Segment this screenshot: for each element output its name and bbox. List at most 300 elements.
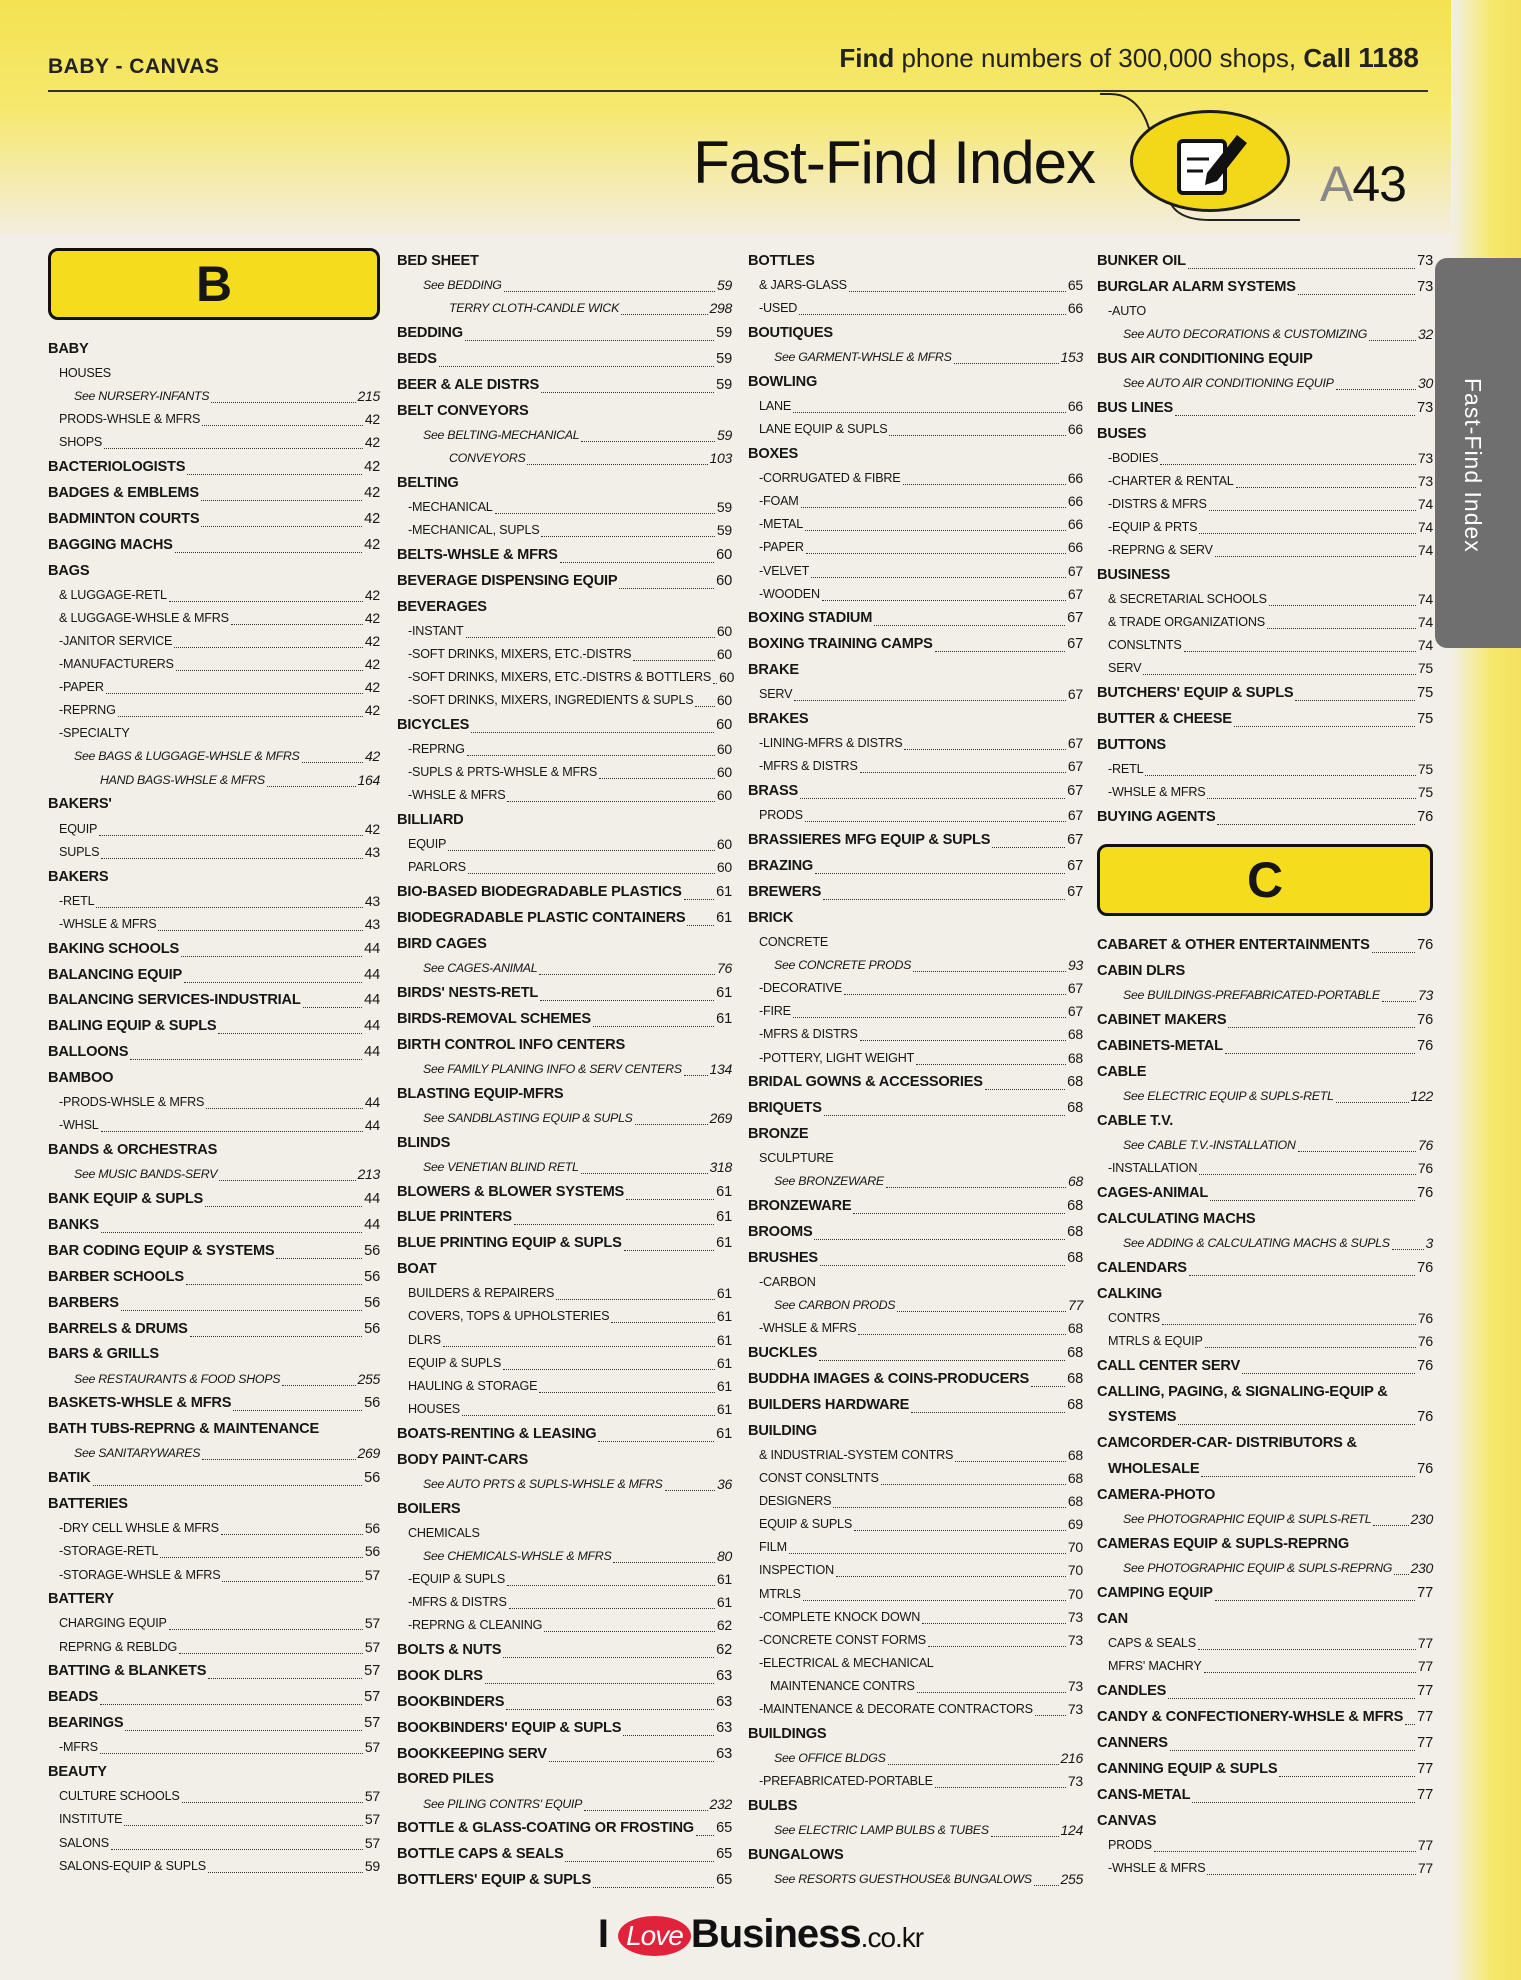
entry-label: EQUIP xyxy=(59,821,98,836)
entry-label: See BELTING-MECHANICAL xyxy=(423,427,580,442)
entry-label: -REPRNG & SERV xyxy=(1108,543,1213,558)
entry-label: BOLTS & NUTS xyxy=(397,1641,502,1658)
index-see-reference xyxy=(748,1868,1083,1891)
dot-leader xyxy=(176,670,363,671)
index-subentry xyxy=(48,1635,380,1658)
dot-leader xyxy=(509,1608,715,1609)
index-heading xyxy=(397,470,732,496)
entry-label: -MFRS & DISTRS xyxy=(408,1594,507,1609)
entry-label: -RETL xyxy=(1108,762,1144,777)
index-heading xyxy=(1097,932,1433,958)
index-heading xyxy=(48,1659,380,1685)
index-heading xyxy=(397,1841,732,1867)
dot-leader xyxy=(101,1131,363,1132)
entry-page-number: 44 xyxy=(364,1094,380,1111)
index-heading xyxy=(397,1715,732,1741)
entry-page-number: 75 xyxy=(1417,660,1433,677)
index-subentry xyxy=(748,418,1083,441)
index-see-reference xyxy=(748,1294,1083,1317)
index-heading xyxy=(48,1391,380,1417)
index-heading xyxy=(1097,958,1433,984)
index-see-reference xyxy=(748,1819,1083,1842)
index-heading xyxy=(748,248,1083,274)
index-heading xyxy=(397,1816,732,1842)
entry-label: BALLOONS xyxy=(48,1044,129,1061)
dot-leader xyxy=(503,1657,714,1658)
dot-leader xyxy=(1205,1347,1416,1348)
entry-label: BUS LINES xyxy=(1097,399,1174,416)
index-see-reference xyxy=(1097,1085,1433,1108)
dot-leader xyxy=(1267,628,1416,629)
index-heading xyxy=(397,1447,732,1473)
entry-page-number: 44 xyxy=(364,1018,380,1035)
entry-page-number: 255 xyxy=(357,1370,380,1387)
entry-page-number: 42 xyxy=(364,536,380,553)
index-heading xyxy=(48,1238,380,1264)
index-see-reference xyxy=(397,424,732,447)
dot-leader xyxy=(911,1412,1065,1413)
index-subentry xyxy=(397,1305,732,1328)
dot-leader xyxy=(849,291,1066,292)
dot-leader xyxy=(593,1026,714,1027)
index-heading xyxy=(48,962,380,988)
dot-leader xyxy=(1269,605,1416,606)
entry-page-number: 77 xyxy=(1417,1760,1433,1777)
section-letter-b: B xyxy=(48,248,380,320)
dot-leader xyxy=(1145,775,1415,776)
index-subentry xyxy=(1097,470,1433,493)
dot-leader xyxy=(527,464,707,465)
entry-page-number: 65 xyxy=(716,1872,732,1889)
entry-page-number: 69 xyxy=(1067,1516,1083,1533)
entry-page-number: 68 xyxy=(1067,1224,1083,1241)
dot-leader xyxy=(1298,1151,1416,1152)
entry-page-number: 68 xyxy=(1067,1345,1083,1362)
index-subentry xyxy=(748,1698,1083,1721)
dot-leader xyxy=(539,974,715,975)
dot-leader xyxy=(800,798,1065,799)
side-tab-fast-find-index[interactable] xyxy=(1435,258,1521,648)
entry-label: BEAUTY xyxy=(48,1764,107,1781)
entry-label: INSPECTION xyxy=(759,1563,834,1578)
entry-label: -SOFT DRINKS, MIXERS, ETC.-DISTRS & BOTTLERS xyxy=(408,669,712,684)
entry-label: CABINET MAKERS xyxy=(1097,1011,1227,1028)
dot-leader xyxy=(130,1059,362,1060)
index-subentry xyxy=(1097,1330,1433,1353)
index-heading xyxy=(48,532,380,558)
dot-leader xyxy=(106,693,363,694)
entry-label: BACTERIOLOGISTS xyxy=(48,459,186,476)
dot-leader xyxy=(1279,1776,1415,1777)
entry-page-number: 60 xyxy=(716,764,732,781)
entry-page-number: 67 xyxy=(1067,858,1083,875)
dot-leader xyxy=(1215,556,1416,557)
dot-leader xyxy=(886,1187,1066,1188)
index-heading xyxy=(48,480,380,506)
dot-leader xyxy=(598,1441,714,1442)
index-heading xyxy=(748,1793,1083,1819)
index-subentry xyxy=(748,467,1083,490)
dot-leader xyxy=(794,700,1066,701)
entry-page-number: 66 xyxy=(1067,421,1083,438)
entry-page-number: 60 xyxy=(716,622,732,639)
entry-page-number: 63 xyxy=(716,1693,732,1710)
index-subentry xyxy=(748,1317,1083,1340)
entry-label: See RESORTS GUESTHOUSE& BUNGALOWS xyxy=(774,1872,1032,1887)
index-heading xyxy=(1097,1353,1433,1379)
dot-leader xyxy=(556,1299,715,1300)
index-heading xyxy=(397,1006,732,1032)
entry-page-number: 44 xyxy=(364,1044,380,1061)
entry-label: COVERS, TOPS & UPHOLSTERIES xyxy=(408,1309,610,1324)
index-heading xyxy=(48,454,380,480)
entry-label: BOAT xyxy=(397,1261,437,1278)
entry-page-number: 68 xyxy=(1067,1320,1083,1337)
entry-label: BIO-BASED BIODEGRADABLE PLASTICS xyxy=(397,884,682,901)
entry-page-number: 76 xyxy=(1417,1332,1433,1349)
dot-leader xyxy=(186,1284,362,1285)
index-see-reference xyxy=(748,954,1083,977)
dot-leader xyxy=(187,474,362,475)
entry-label: BUSINESS xyxy=(1097,567,1171,584)
index-heading xyxy=(1097,1606,1433,1632)
entry-label: BROOMS xyxy=(748,1224,813,1241)
dot-leader xyxy=(549,1761,714,1762)
entry-label: BAKERS xyxy=(48,868,109,885)
dot-leader xyxy=(439,366,714,367)
entry-label: -MECHANICAL, SUPLS xyxy=(408,522,540,537)
entry-page-number: 59 xyxy=(717,276,732,293)
entry-page-number: 153 xyxy=(1060,349,1083,366)
entry-label: PRODS xyxy=(1108,1837,1152,1852)
entry-label: -AUTO xyxy=(1108,303,1146,318)
index-column-4 xyxy=(1097,248,1433,1880)
entry-label: CAMPING EQUIP xyxy=(1097,1585,1213,1602)
entry-page-number: 73 xyxy=(1417,252,1433,269)
entry-page-number: 57 xyxy=(364,1715,380,1732)
dot-leader xyxy=(202,1459,355,1460)
entry-page-number: 56 xyxy=(364,1395,380,1412)
entry-label: BOWLING xyxy=(748,373,818,390)
dot-leader xyxy=(1184,651,1416,652)
index-heading xyxy=(397,320,732,346)
index-subentry xyxy=(1097,758,1433,781)
entry-page-number: 67 xyxy=(1067,758,1083,775)
index-heading xyxy=(748,778,1083,804)
index-heading xyxy=(397,1741,732,1767)
entry-page-number: 269 xyxy=(709,1109,732,1126)
dot-leader xyxy=(465,340,714,341)
index-heading xyxy=(48,1290,380,1316)
dot-leader xyxy=(233,1410,362,1411)
slogan-text: phone numbers of 300,000 shops, xyxy=(901,43,1297,73)
index-subentry xyxy=(748,683,1083,706)
index-subentry xyxy=(748,804,1083,827)
index-heading xyxy=(1097,421,1433,447)
dot-leader xyxy=(789,1553,1066,1554)
dot-leader xyxy=(1188,268,1415,269)
dot-leader xyxy=(169,601,363,602)
entry-label: BRAZING xyxy=(748,858,814,875)
dot-leader xyxy=(1336,389,1416,390)
entry-label: BED SHEET xyxy=(397,252,479,269)
entry-page-number: 60 xyxy=(716,645,732,662)
entry-label: BOTTLE CAPS & SEALS xyxy=(397,1846,564,1863)
dot-leader xyxy=(684,1075,708,1076)
index-heading xyxy=(748,1392,1083,1418)
entry-page-number: 57 xyxy=(364,1811,380,1828)
entry-page-number: 57 xyxy=(364,1615,380,1632)
entry-label: HAND BAGS-WHSLE & MFRS xyxy=(100,772,265,787)
entry-label: -MANUFACTURERS xyxy=(59,657,174,672)
entry-page-number: 43 xyxy=(364,892,380,909)
page-number-value: 43 xyxy=(1352,156,1406,212)
entry-label: -REPRNG xyxy=(59,703,116,718)
entry-label: BIRD CAGES xyxy=(397,935,487,952)
index-heading xyxy=(748,1121,1083,1147)
dot-leader xyxy=(184,982,362,983)
entry-label: HOUSES xyxy=(408,1401,460,1416)
entry-page-number: 76 xyxy=(1417,809,1433,826)
index-subentry xyxy=(397,689,732,712)
index-subentry xyxy=(1097,781,1433,804)
section-letter-c: C xyxy=(1097,844,1433,916)
entry-label: CAMERAS EQUIP & SUPLS-REPRNG xyxy=(1097,1536,1349,1553)
entry-page-number: 61 xyxy=(716,1377,732,1394)
entry-label: BRAKES xyxy=(748,711,809,728)
entry-label: BEADS xyxy=(48,1689,99,1706)
dot-leader xyxy=(624,1250,715,1251)
dot-leader xyxy=(1372,952,1416,953)
entry-label: See RESTAURANTS & FOOD SHOPS xyxy=(74,1371,281,1386)
entry-page-number: 67 xyxy=(1067,735,1083,752)
entry-page-number: 74 xyxy=(1417,519,1433,536)
entry-label: -WHSLE & MFRS xyxy=(1108,785,1206,800)
dot-leader xyxy=(485,1683,714,1684)
entry-label: BUS AIR CONDITIONING EQUIP xyxy=(1097,350,1313,367)
index-subentry xyxy=(397,620,732,643)
entry-label: BARRELS & DRUMS xyxy=(48,1320,188,1337)
dot-leader xyxy=(181,956,362,957)
dot-leader xyxy=(695,706,714,707)
dot-leader xyxy=(811,577,1066,578)
entry-page-number: 68 xyxy=(1067,1250,1083,1267)
entry-page-number: 298 xyxy=(709,300,732,317)
dot-leader xyxy=(448,850,715,851)
dot-leader xyxy=(218,1033,362,1034)
entry-label: SERV xyxy=(759,687,793,702)
entry-page-number: 44 xyxy=(364,940,380,957)
index-subentry xyxy=(48,817,380,840)
index-heading xyxy=(1097,804,1433,830)
entry-label: BADMINTON COURTS xyxy=(48,510,200,527)
entry-page-number: 60 xyxy=(716,691,732,708)
dot-leader xyxy=(897,1311,1066,1312)
entry-page-number: 76 xyxy=(1417,1011,1433,1028)
entry-label: BATTING & BLANKETS xyxy=(48,1663,207,1680)
entry-page-number: 42 xyxy=(364,459,380,476)
entry-label: BRAKE xyxy=(748,662,799,679)
index-heading xyxy=(1097,1782,1433,1808)
entry-label: BAR CODING EQUIP & SYSTEMS xyxy=(48,1242,275,1259)
index-heading xyxy=(397,712,732,738)
entry-page-number: 60 xyxy=(716,787,732,804)
index-heading xyxy=(1097,346,1433,372)
dot-leader xyxy=(303,1007,363,1008)
dot-leader xyxy=(1215,1600,1415,1601)
dot-leader xyxy=(955,1461,1066,1462)
entry-page-number: 76 xyxy=(1417,1409,1433,1426)
entry-label: -SOFT DRINKS, MIXERS, INGREDIENTS & SUPLS xyxy=(408,692,694,707)
entry-page-number: 43 xyxy=(364,843,380,860)
entry-label: BIRTH CONTROL INFO CENTERS xyxy=(397,1036,626,1053)
entry-label: HAULING & STORAGE xyxy=(408,1378,538,1393)
dot-leader xyxy=(467,755,715,756)
index-see-reference-alt xyxy=(48,768,380,791)
index-subentry xyxy=(748,1582,1083,1605)
entry-label: CABLE xyxy=(1097,1063,1147,1080)
index-subentry xyxy=(748,1629,1083,1652)
entry-label: CONST CONSLTNTS xyxy=(759,1471,879,1486)
entry-label: -WHSL xyxy=(59,1118,99,1133)
entry-page-number: 74 xyxy=(1417,637,1433,654)
index-subentry xyxy=(748,297,1083,320)
dot-leader xyxy=(1382,1001,1416,1002)
entry-label: -WHSLE & MFRS xyxy=(59,916,157,931)
index-subentry xyxy=(1097,588,1433,611)
dot-leader xyxy=(121,1310,362,1311)
entry-label: BANK EQUIP & SUPLS xyxy=(48,1191,204,1208)
entry-label: See BAGS & LUGGAGE-WHSLE & MFRS xyxy=(74,749,300,764)
dot-leader xyxy=(560,562,714,563)
index-see-reference xyxy=(397,274,732,297)
dot-leader xyxy=(801,507,1066,508)
entry-page-number: 32 xyxy=(1418,325,1433,342)
entry-label: See SANITARYWARES xyxy=(74,1446,201,1461)
entry-label: See MUSIC BANDS-SERV xyxy=(74,1167,218,1182)
entry-label: CALKING xyxy=(1097,1285,1163,1302)
index-heading xyxy=(1097,1206,1433,1232)
index-subentry xyxy=(397,1568,732,1591)
entry-page-number: 42 xyxy=(364,656,380,673)
entry-page-number: 56 xyxy=(364,1242,380,1259)
entry-label: SALONS-EQUIP & SUPLS xyxy=(59,1858,206,1873)
index-subentry xyxy=(748,395,1083,418)
index-heading xyxy=(48,1342,380,1368)
index-subentry xyxy=(748,1023,1083,1046)
index-subentry xyxy=(397,519,732,542)
entry-label: See AUTO DECORATIONS & CUSTOMIZING xyxy=(1123,326,1368,341)
entry-label: BRIQUETS xyxy=(748,1100,822,1117)
entry-page-number: 57 xyxy=(364,1689,380,1706)
entry-page-number: 68 xyxy=(1067,1470,1083,1487)
entry-label: See CONCRETE PRODS xyxy=(774,958,912,973)
dot-leader xyxy=(1234,726,1415,727)
index-heading-continued xyxy=(1097,1405,1433,1431)
entry-label: BATH TUBS-REPRNG & MAINTENANCE xyxy=(48,1421,320,1438)
entry-page-number: 76 xyxy=(1417,937,1433,954)
dot-leader xyxy=(1034,1885,1059,1886)
index-heading xyxy=(48,1186,380,1212)
entry-page-number: 62 xyxy=(716,1641,732,1658)
index-subentry xyxy=(48,630,380,653)
entry-label: & SECRETARIAL SCHOOLS xyxy=(1108,592,1267,607)
entry-page-number: 215 xyxy=(357,388,380,405)
entry-label: -WHSLE & MFRS xyxy=(759,1321,857,1336)
entry-label: CALENDARS xyxy=(1097,1259,1187,1276)
dot-leader xyxy=(100,1753,363,1754)
dot-leader xyxy=(1225,1053,1415,1054)
index-subentry xyxy=(1097,493,1433,516)
entry-label: BATTERY xyxy=(48,1591,114,1608)
entry-page-number: 76 xyxy=(1417,1259,1433,1276)
entry-label: BUILDERS & REPAIRERS xyxy=(408,1286,555,1301)
entry-page-number: 63 xyxy=(716,1745,732,1762)
dot-leader xyxy=(276,1258,362,1259)
entry-page-number: 56 xyxy=(364,1320,380,1337)
entry-label: CULTURE SCHOOLS xyxy=(59,1789,180,1804)
index-subentry xyxy=(1097,611,1433,634)
dot-leader xyxy=(201,526,362,527)
dot-leader xyxy=(917,1692,1066,1693)
entry-label: BRASSIERES MFG EQUIP & SUPLS xyxy=(748,832,991,849)
entry-label: -SOFT DRINKS, MIXERS, ETC.-DISTRS xyxy=(408,646,632,661)
entry-label: CANDY & CONFECTIONERY-WHSLE & MFRS xyxy=(1097,1708,1404,1725)
entry-label: CONVEYORS xyxy=(449,450,526,465)
entry-page-number: 68 xyxy=(1067,1026,1083,1043)
index-subentry xyxy=(397,1375,732,1398)
entry-label: DLRS xyxy=(408,1332,441,1347)
entry-page-number: 44 xyxy=(364,992,380,1009)
index-heading xyxy=(48,1264,380,1290)
index-subentry xyxy=(1097,300,1433,323)
entry-label: BOTTLE & GLASS-COATING OR FROSTING xyxy=(397,1820,694,1837)
dot-leader xyxy=(231,624,363,625)
entry-label: & LUGGAGE-RETL xyxy=(59,587,167,602)
dot-leader xyxy=(665,1490,716,1491)
index-subentry xyxy=(397,784,732,807)
index-heading xyxy=(397,1421,732,1447)
dot-leader xyxy=(503,1369,715,1370)
entry-label: EQUIP & SUPLS xyxy=(759,1517,853,1532)
entry-label: -JANITOR SERVICE xyxy=(59,634,173,648)
page-number xyxy=(1320,155,1406,213)
dot-leader xyxy=(1295,700,1415,701)
entry-page-number: 66 xyxy=(1067,300,1083,317)
entry-label: BLUE PRINTERS xyxy=(397,1209,512,1226)
index-heading xyxy=(397,1663,732,1689)
dot-leader xyxy=(96,907,362,908)
entry-page-number: 60 xyxy=(716,836,732,853)
dot-leader xyxy=(844,994,1066,995)
entry-page-number: 61 xyxy=(716,1570,732,1587)
entry-label: See CARBON PRODS xyxy=(774,1298,896,1313)
entry-page-number: 73 xyxy=(1067,1608,1083,1625)
index-heading xyxy=(1097,1379,1433,1405)
dot-leader xyxy=(713,683,717,684)
dot-leader xyxy=(158,930,362,931)
entry-page-number: 75 xyxy=(1417,685,1433,702)
entry-label: -DRY CELL WHSLE & MFRS xyxy=(59,1521,219,1536)
dot-leader xyxy=(823,899,1065,900)
dot-leader xyxy=(99,835,363,836)
dot-leader xyxy=(182,1802,363,1803)
index-subentry xyxy=(748,977,1083,1000)
dot-leader xyxy=(1210,1200,1415,1201)
entry-label: -EQUIP & SUPLS xyxy=(408,1571,506,1586)
entry-label: See VENETIAN BLIND RETL xyxy=(423,1159,579,1174)
entry-page-number: 74 xyxy=(1417,496,1433,513)
